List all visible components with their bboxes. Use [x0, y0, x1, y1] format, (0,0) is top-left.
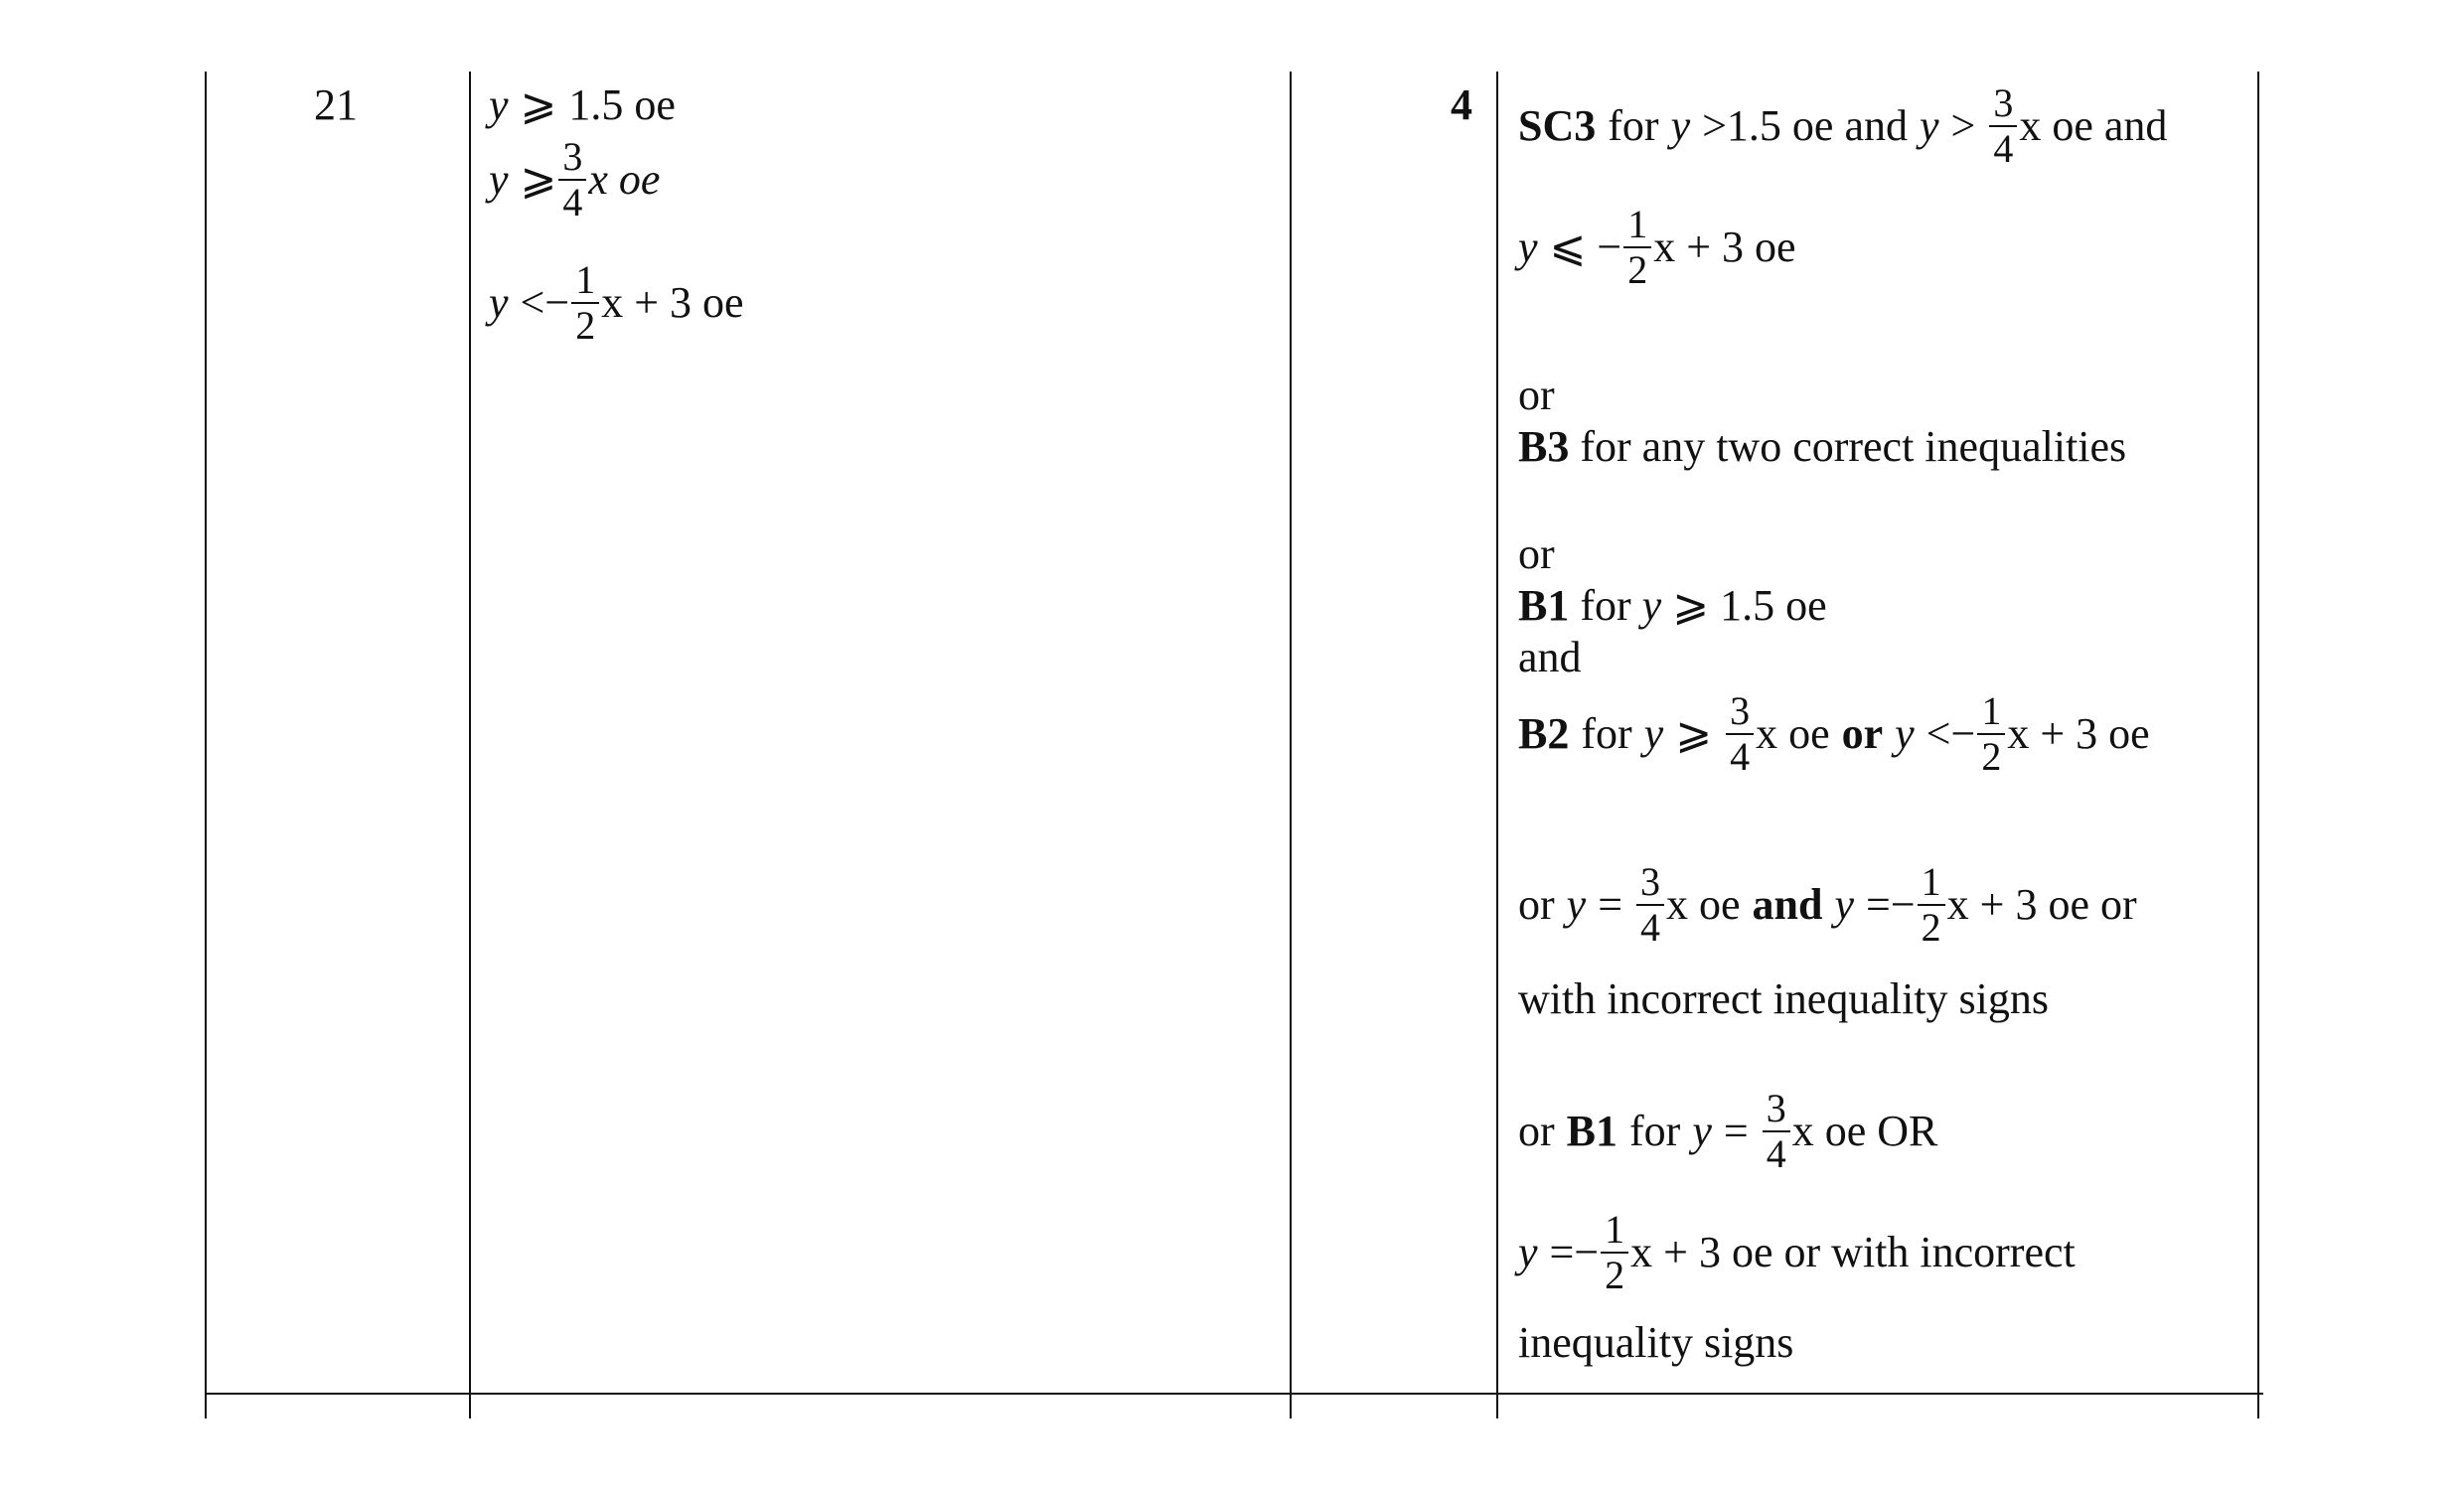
- fraction: $\frac{1}{2}$: [571, 260, 599, 346]
- table-border-left: [205, 72, 207, 1418]
- relation: <: [520, 278, 545, 327]
- fraction: $\frac{1}{2}$: [1977, 691, 2005, 777]
- value: x + 3 oe: [601, 278, 744, 327]
- fraction: $\frac{3}{4}$: [558, 137, 586, 223]
- guidance-b2: B2 for y ⩾ $\frac{3}{4}$ x oe or y <− $\frac{1}{2}$ x + 3 oe: [1518, 688, 2150, 779]
- var-y: y: [489, 80, 509, 129]
- guidance-incorrect-signs-1: with incorrect inequality signs: [1518, 974, 2049, 1023]
- relation: ⩾: [520, 80, 557, 129]
- fraction: $\frac{3}{4}$: [1763, 1089, 1790, 1174]
- guidance-equalities: or y = $\frac{3}{4}$ x oe and y =− $\frac{1}{2}$ x + 3 oe or: [1518, 859, 2137, 950]
- table-border-right: [2257, 72, 2259, 1418]
- marks: 4: [1451, 80, 1472, 129]
- fraction: $\frac{3}{4}$: [1989, 83, 2017, 169]
- guidance-b1-second-line-2: y =− $\frac{1}{2}$ x + 3 oe or with incorrect: [1518, 1207, 2076, 1297]
- var-y: y: [489, 278, 509, 327]
- fraction: $\frac{3}{4}$: [1726, 691, 1754, 777]
- guidance-or-1: or: [1518, 371, 1555, 419]
- column-divider-2: [1290, 72, 1292, 1418]
- fraction: $\frac{1}{2}$: [1601, 1210, 1628, 1295]
- column-divider-1: [469, 72, 471, 1418]
- guidance-sc3-line-1: SC3 for y >1.5 oe and y > $\frac{3}{4}$ x oe and: [1518, 80, 2168, 171]
- value: x oe: [588, 155, 661, 204]
- guidance-incorrect-signs-2: inequality signs: [1518, 1318, 1794, 1367]
- fraction: $\frac{1}{2}$: [1623, 205, 1651, 290]
- guidance-and: and: [1518, 633, 1582, 681]
- guidance-sc3-line-2: y ⩽ − $\frac{1}{2}$ x + 3 oe: [1518, 202, 1796, 292]
- column-divider-3: [1496, 72, 1498, 1418]
- value: 1.5 oe: [568, 80, 676, 129]
- guidance-or-2: or: [1518, 529, 1555, 578]
- minus-sign: −: [544, 278, 570, 327]
- answer-line-1: [489, 80, 676, 129]
- row-bottom-border: [205, 1393, 2263, 1395]
- guidance-b1-second: or B1 for y = $\frac{3}{4}$ x oe OR: [1518, 1086, 1938, 1176]
- answer-line-3: [489, 257, 744, 348]
- guidance-b3: B3 for any two correct inequalities: [1518, 422, 2127, 471]
- var-y: y: [489, 155, 509, 204]
- answer-line-2: [489, 134, 661, 224]
- guidance-b1-first: B1 for y ⩾ 1.5 oe: [1518, 581, 1827, 630]
- fraction: $\frac{1}{2}$: [1918, 862, 1945, 948]
- question-number: 21: [314, 80, 358, 129]
- fraction: $\frac{3}{4}$: [1636, 862, 1664, 948]
- relation: ⩾: [520, 155, 557, 204]
